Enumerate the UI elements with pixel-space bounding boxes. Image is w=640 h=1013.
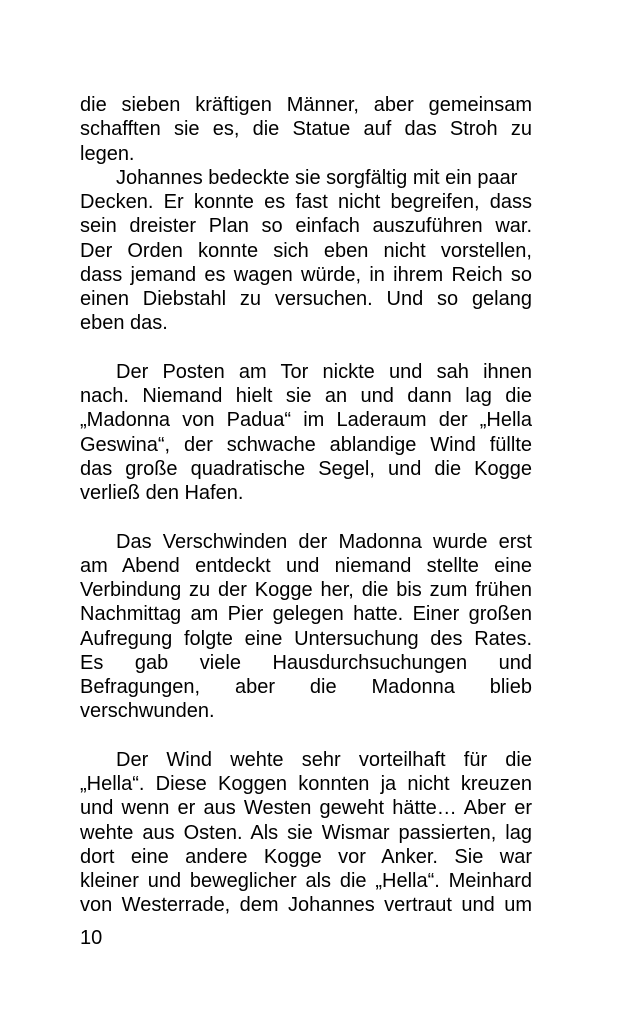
text-line: dass jemand es wagen würde, in ihrem Reich so (80, 263, 532, 286)
text-line: Der Posten am Tor nickte und sah ihnen (116, 360, 532, 383)
text-line: Geswina“, der schwache ablandige Wind füllte (80, 433, 532, 456)
blank-line (80, 724, 532, 748)
page-number: 10 (80, 927, 103, 949)
text-line: dort eine andere Kogge vor Anker. Sie war (80, 845, 532, 868)
text-line: „Hella“. Diese Koggen konnten ja nicht kreuzen (80, 773, 532, 795)
text-line: Johannes bedeckte sie sorgfältig mit ein paar (116, 166, 518, 189)
text-line: und wenn er aus Westen geweht hätte… Aber er (80, 797, 532, 820)
text-line: einen Diebstahl zu versuchen. Und so gelang (80, 288, 532, 310)
text-line: Nachmittag am Pier gelegen hatte. Einer großen (80, 603, 532, 626)
text-line: wehte aus Osten. Als sie Wismar passierten, lag (80, 821, 532, 844)
text-line: eben das. (80, 312, 168, 335)
text-line: Decken. Er konnte es fast nicht begreifen, dass (80, 191, 532, 213)
blank-line (80, 336, 532, 360)
text-line: Aufregung folgte eine Untersuchung des Rates. (80, 627, 532, 650)
text-line: Es gab viele Hausdurchsuchungen und (80, 651, 532, 674)
text-line: das große quadratische Segel, und die Kogge (80, 457, 532, 480)
text-line: Der Orden konnte sich eben nicht vorstellen, (80, 239, 532, 262)
text-line: sein dreister Plan so einfach auszuführen war. (80, 215, 532, 238)
text-line: Befragungen, aber die Madonna blieb (80, 676, 532, 698)
text-line: verschwunden. (80, 700, 215, 723)
text-line: Verbindung zu der Kogge her, die bis zum frühen (80, 579, 532, 601)
text-line: Der Wind wehte sehr vorteilhaft für die (116, 748, 532, 771)
text-line: von Westerrade, dem Johannes vertraut und um (80, 894, 532, 917)
text-line: legen. (80, 142, 135, 165)
text-line: schafften sie es, die Statue auf das Stroh zu (80, 118, 532, 141)
text-line: nach. Niemand hielt sie an und dann lag die (80, 385, 532, 407)
text-line: Das Verschwinden der Madonna wurde erst (116, 530, 532, 553)
text-line: verließ den Hafen. (80, 482, 244, 504)
text-line: kleiner und beweglicher als die „Hella“. Meinhard (80, 870, 532, 892)
text-line: „Madonna von Padua“ im Laderaum der „Hella (80, 409, 532, 432)
text-line: die sieben kräftigen Männer, aber gemeinsam (80, 94, 532, 116)
text-line: am Abend entdeckt und niemand stellte eine (80, 554, 532, 577)
blank-line (80, 505, 532, 529)
